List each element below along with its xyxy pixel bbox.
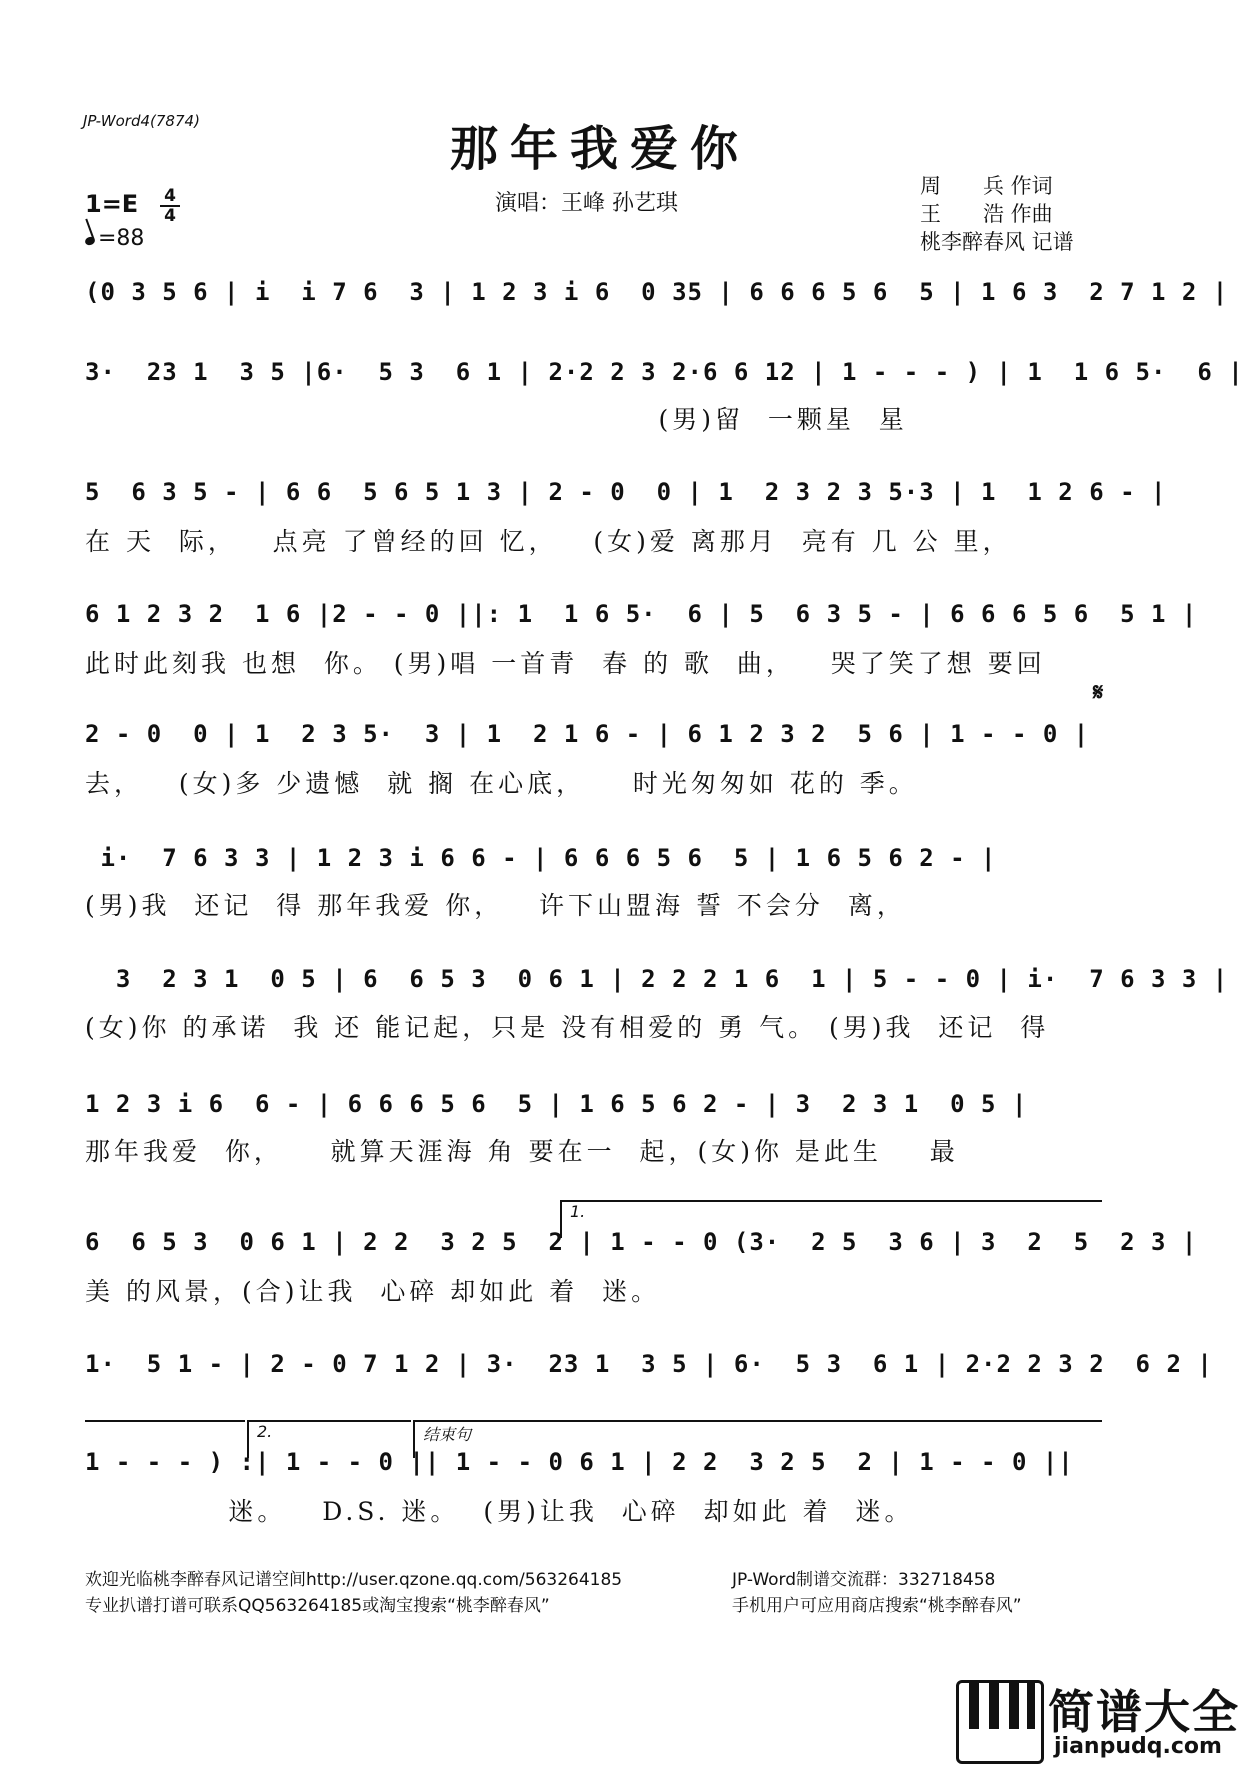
logo-url: jianpudq.com — [1054, 1734, 1222, 1759]
lyrics-line-4: 此时此刻我 也想 你。 (男)唱 一首青 春 的 歌 曲， 哭了笑了想 要回 — [85, 649, 1046, 678]
notation-line-5: 2 - 0 0 | 1 2 3 5· 3 | 1 2 1 6 - | 6 1 2 3 2 5 6 | 1 - - 0 | — [85, 720, 1090, 748]
lyrics-line-3: 在 天 际， 点亮 了曾经的回 忆， (女)爱 离那月 亮有 几 公 里， — [85, 527, 1012, 556]
lyrics-line-2: (男)留 一颗星 星 — [85, 405, 908, 434]
footer-contact: 专业扒谱打谱可联系QQ563264185或淘宝搜索“桃李醉春风” — [85, 1596, 550, 1616]
time-signature-bottom: 4 — [164, 206, 176, 226]
time-signature-top: 4 — [164, 186, 176, 206]
notation-line-10: 1· 5 1 - | 2 - 0 7 1 2 | 3· 23 1 3 5 | 6· 5 3 6 1 | 2·2 2 3 2 6 2 | — [85, 1350, 1213, 1378]
lyricist-credit: 周 兵 作词 — [920, 174, 1053, 198]
tempo-marking — [85, 226, 144, 251]
notation-line-6: i· 7 6 3 3 | 1 2 3 i 6 6 - | 6 6 6 5 6 5 | 1 6 5 6 2 - | — [85, 844, 997, 872]
notation-line-8: 1 2 3 i 6 6 - | 6 6 6 5 6 5 | 1 6 5 6 2 - | 3 2 3 1 0 5 | — [85, 1090, 1028, 1118]
notation-line-2: 3· 23 1 3 5 |6· 5 3 6 1 | 2·2 2 3 2·6 6 12 | 1 - - - ) | 1 1 6 5· 6 | — [85, 358, 1244, 386]
footer-group: JP-Word制谱交流群：332718458 — [732, 1570, 996, 1590]
notation-line-3: 5 6 3 5 - | 6 6 5 6 5 1 3 | 2 - 0 0 | 1 2 3 2 3 5·3 | 1 1 2 6 - | — [85, 478, 1167, 506]
singer-credit: 演唱：王峰 孙艺琪 — [495, 191, 678, 216]
footer-left — [85, 1567, 622, 1619]
volta-2-label: 2. — [257, 1422, 273, 1441]
composer-credit: 王 浩 作曲 — [920, 202, 1053, 226]
notation-line-7: 3 2 3 1 0 5 | 6 6 5 3 0 6 1 | 2 2 2 1 6 1 | 5 - - 0 | i· 7 6 3 3 | — [85, 965, 1229, 993]
software-label: JP-Word4(7874) — [83, 112, 200, 130]
quarter-note-icon — [84, 236, 96, 247]
piano-keys-icon — [956, 1680, 1044, 1764]
lyrics-line-5: 去， (女)多 少遗憾 就 搁 在心底， 时光匆匆如 花的 季。 — [85, 769, 918, 798]
transcriber-credit: 桃李醉春风 记谱 — [920, 230, 1074, 254]
tempo-value: =88 — [98, 226, 145, 251]
volta-1-continuation — [85, 1420, 245, 1422]
ending-label: 结束句 — [423, 1425, 472, 1444]
footer-app: 手机用户可应用商店搜索“桃李醉春风” — [732, 1596, 1022, 1616]
notation-line-4: 6 1 2 3 2 1 6 |2 - - 0 ||: 1 1 6 5· 6 | 5 6 3 5 - | 6 6 6 5 6 5 1 | — [85, 600, 1198, 628]
lyrics-line-11: 迷。 D.S. 迷。 (男)让我 心碎 却如此 着 迷。 — [85, 1497, 914, 1526]
notation-line-9: 6 6 5 3 0 6 1 | 2 2 3 2 5 2 | 1 - - 0 (3· 2 5 3 6 | 3 2 5 2 3 | — [85, 1228, 1198, 1256]
logo-name: 简谱大全 — [1048, 1685, 1240, 1739]
notation-line-11: 1 - - - ) :| 1 - - 0 || 1 - - 0 6 1 | 2 2 3 2 5 2 | 1 - - 0 || — [85, 1448, 1074, 1476]
site-logo — [956, 1672, 1240, 1766]
key-signature: 1=E — [85, 190, 139, 218]
lyrics-line-8: 那年我爱 你， 就算天涯海 角 要在一 起，(女)你 是此生 最 — [85, 1137, 959, 1166]
footer-right — [732, 1567, 1022, 1619]
notation-line-1: (0 3 5 6 | i i 7 6 3 | 1 2 3 i 6 0 35 | 6 6 6 5 6 5 | 1 6 3 2 7 1 2 | — [85, 278, 1229, 306]
lyrics-line-9: 美 的风景，(合)让我 心碎 却如此 着 迷。 — [85, 1277, 661, 1306]
song-title: 那年我爱你 — [449, 121, 750, 177]
footer-website: 欢迎光临桃李醉春风记谱空间http://user.qzone.qq.com/563264185 — [85, 1570, 623, 1590]
time-signature — [160, 188, 180, 224]
lyrics-line-7: (女)你 的承诺 我 还 能记起，只是 没有相爱的 勇 气。 (男)我 还记 得 — [85, 1013, 1050, 1042]
volta-1-label: 1. — [570, 1202, 586, 1221]
lyrics-line-6: (男)我 还记 得 那年我爱 你， 许下山盟海 誓 不会分 离， — [85, 891, 906, 920]
credits-block — [920, 172, 1074, 256]
segno-icon: 𝄋 — [1093, 678, 1104, 706]
